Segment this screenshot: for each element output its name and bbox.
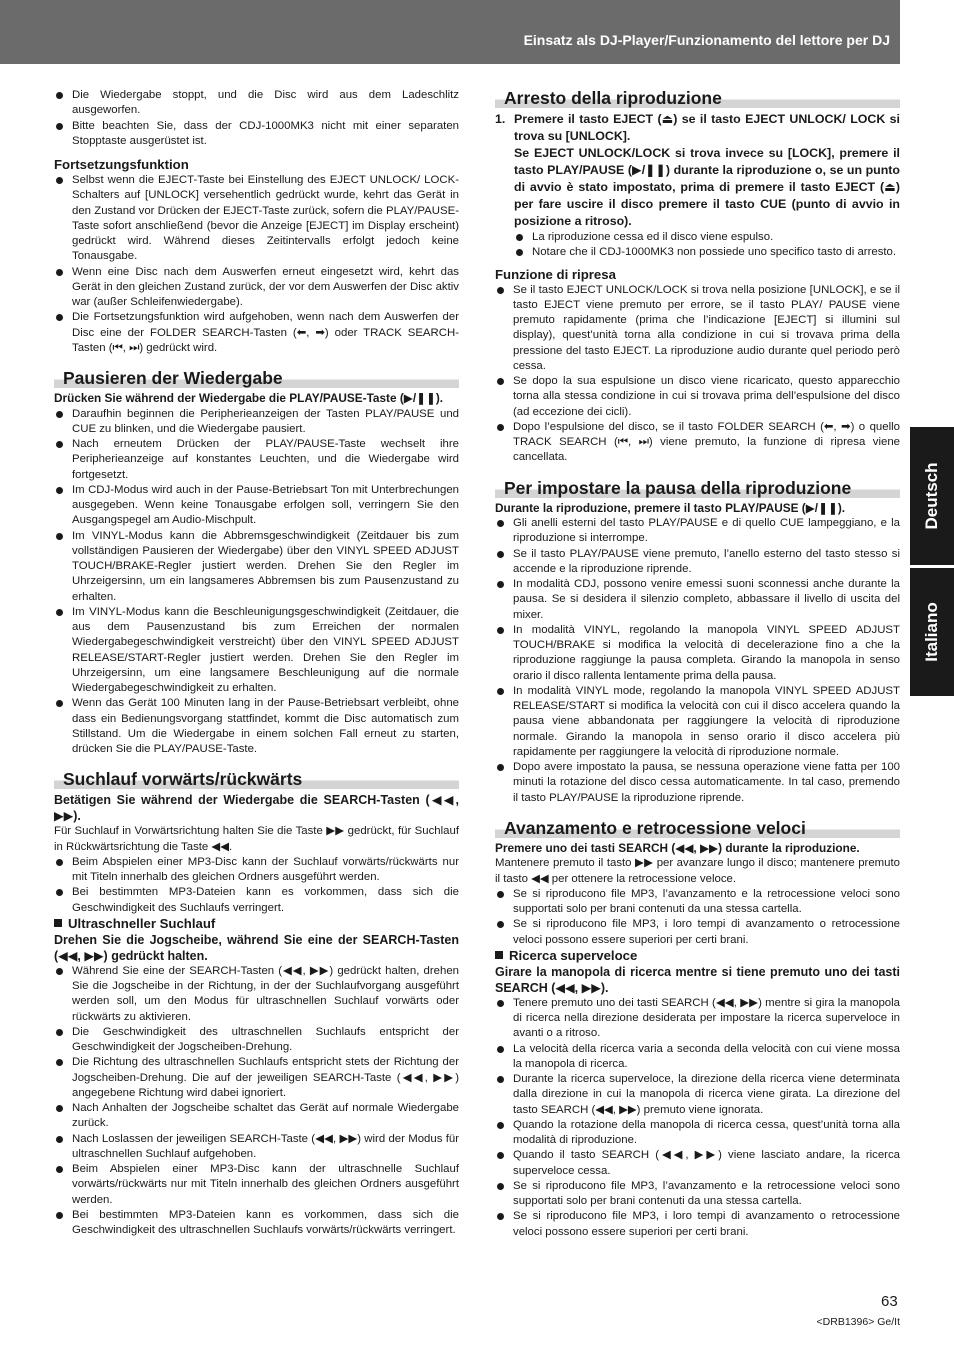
header-title: Einsatz als DJ-Player/Funzionamento del lettore per DJ	[523, 32, 890, 48]
list-item: In modalità VINYL mode, regolando la manopola VINYL SPEED ADJUST RELEASE/START si modifica la velocità con cui il disco accelera quando la pausa viene abbandonata per raggiungere la velocità di riproduzione normale. Girando la manopola in senso orario il disco accelera più rapidamente per raggiungere la velocità di riproduzione normale.	[495, 684, 900, 760]
search-bullets	[495, 887, 900, 948]
section-heading-search: Avanzamento e retrocessione veloci	[495, 818, 900, 838]
list-item: Die Geschwindigkeit des ultraschnellen Suchlaufs entspricht der Geschwindigkeit der Jogscheiben-Drehung.	[54, 1025, 459, 1056]
list-item: Nach Anhalten der Jogscheibe schaltet das Gerät auf normale Wiedergabe zurück.	[54, 1101, 459, 1132]
list-item: Beim Abspielen einer MP3-Disc kann der Suchlauf vorwärts/rückwärts nur mit Titeln innerhalb des gleichen Ordners ausgeführt werden.	[54, 855, 459, 886]
list-item: Im CDJ-Modus wird auch in der Pause-Betriebsart Ton mit Unterbrechungen ausgegeben. Wenn keine Tonausgabe erfolgen soll, verringern Sie den Ausgangspegel am Audio-Mischpult.	[54, 483, 459, 529]
resume-bullets	[495, 283, 900, 466]
list-item: Im VINYL-Modus kann die Beschleunigungsgeschwindigkeit (Zeitdauer, die aus dem Pausenzustand bis zum Erreichen der normalen Wiedergabegeschwindigkeit verstreicht) über den VINYL SPEED ADJUST RELEASE/START-Regler justiert werden. Drehen Sie den Regler im Uhrzeigersinn, um eine langsamere Beschleunigung auf die normale Wiedergabegeschwindigkeit zu erhalten.	[54, 605, 459, 697]
pause-instruction: Drücken Sie während der Wiedergabe die PLAY/PAUSE-Taste (▶/❚❚).	[54, 391, 444, 405]
list-item: Se il tasto EJECT UNLOCK/LOCK si trova nella posizione [UNLOCK], e se il tasto EJECT viene premuto per errore, se il tasto PLAY/ PAUSE viene premuto rapidamente (prima che l’indicazione [EJECT] si illumini sul display), quest’unità torna alla condizione in cui si trovava prima della pressione del tasto EJECT. La riproduzione audio durante quel periodo però cessa.	[495, 283, 900, 375]
list-item: Bei bestimmten MP3-Dateien kann es vorkommen, dass sich die Geschwindigkeit des ultraschnellen Suchlaufs vorwärts/rückwärts verringert.	[54, 1208, 459, 1239]
list-item: Tenere premuto uno dei tasti SEARCH (◀◀, ▶▶) mentre si gira la manopola di ricerca nella direzione desiderata per impostare la ricerca superveloce in avanti o a ritroso.	[495, 996, 900, 1042]
list-item: Während Sie eine der SEARCH-Tasten (◀◀, ▶▶) gedrückt halten, drehen Sie die Jogscheibe in der Richtung, in der der Suchlaufvorgang ausgeführt werden soll, um den Modus für ultraschnellen Suchlauf vorwärts oder rückwärts zu aktivieren.	[54, 964, 459, 1025]
ultra-instruction: Drehen Sie die Jogscheibe, während Sie eine der SEARCH-Tasten (◀◀, ▶▶) gedrückt halten.	[54, 932, 459, 963]
list-item: Im VINYL-Modus kann die Abbremsgeschwindigkeit (Zeitdauer bis zum vollständigen Pausieren der Wiedergabe) über den VINYL SPEED ADJUST TOUCH/BRAKE-Regler justiert werden. Drehen Sie den Regler im Uhrzeigersinn, um ein langsameres Abbremsen bis zum Pausenzustand zu erhalten.	[54, 529, 459, 605]
search-text: Mantenere premuto il tasto ▶▶ per avanzare lungo il disco; mantenere premuto il tasto ◀◀ per ottenere la retrocessione veloce.	[495, 857, 900, 885]
list-item: Wenn eine Disc nach dem Auswerfen erneut eingesetzt wird, kehrt das Gerät in den gleichen Zustand zurück, der vor dem Auswerfen der Disc aktiv war (außer Schleifenwiedergabe).	[54, 265, 459, 311]
list-item: Bitte beachten Sie, dass der CDJ-1000MK3 nicht mit einer separaten Stopptaste ausgerüstet ist.	[54, 119, 459, 150]
list-item: Durante la ricerca superveloce, la direzione della ricerca viene determinata dalla direzione in cui la manopola di ricerca viene girata. La direzione del tasto SEARCH (◀◀, ▶▶) premuto viene ignorata.	[495, 1072, 900, 1118]
list-item: Die Fortsetzungsfunktion wird aufgehoben, wenn nach dem Auswerfen der Disc eine der FOLDER SEARCH-Tasten (⬅, ➡) oder TRACK SEARCH-Tasten (⏮, ⏭) gedrückt wird.	[54, 310, 459, 356]
search-instruction: Premere uno dei tasti SEARCH (◀◀, ▶▶) durante la riproduzione.	[495, 840, 860, 855]
list-item: Se si riproducono file MP3, i loro tempi di avanzamento o retrocessione veloci possono essere superiori per certi brani.	[495, 1209, 900, 1240]
resume-subheading: Funzione di ripresa	[495, 266, 616, 282]
list-item: Se si riproducono file MP3, l’avanzamento e la retrocessione veloci sono supportati solo per brani contenuti da una stessa cartella.	[495, 887, 900, 918]
ultra-bullets	[54, 964, 459, 1239]
list-item: Dopo l’espulsione del disco, se il tasto FOLDER SEARCH (⬅, ➡) o quello TRACK SEARCH (⏮, ⏭) viene premuto, la funzione di ripresa viene cancellata.	[495, 420, 900, 466]
language-tab-italiano	[910, 568, 954, 696]
list-item: Nach Loslassen der jeweiligen SEARCH-Taste (◀◀, ▶▶) wird der Modus für ultraschnellen Suchlauf aufgehoben.	[54, 1132, 459, 1163]
list-item: Nach erneutem Drücken der PLAY/PAUSE-Taste wechselt ihre Peripherieanzeige auf konstantes Leuchten, und die Wiedergabe wird fortgesetzt.	[54, 437, 459, 483]
list-item: Notare che il CDJ-1000MK3 non possiede uno specifico tasto di arresto.	[514, 245, 900, 260]
list-item: Selbst wenn die EJECT-Taste bei Einstellung des EJECT UNLOCK/ LOCK-Schalters auf [UNLOCK] versehentlich gedrückt wurde, kehrt das Gerät in den Zustand vor Drücken der EJECT-Taste zurück, sofern die PLAY/PAUSE-Taste sofort anschließend (bevor die Anzeige [EJECT] im Display erscheint) gedrückt wird. Während dieses Zeitintervalls erfolgt jedoch keine Tonausgabe.	[54, 173, 459, 265]
list-item: Se si riproducono file MP3, i loro tempi di avanzamento o retrocessione veloci possono essere superiori per certi brani.	[495, 917, 900, 948]
pause-instruction: Durante la riproduzione, premere il tasto PLAY/PAUSE (▶/❚❚).	[495, 500, 846, 515]
numbered-step	[495, 111, 900, 230]
step-note: Se EJECT UNLOCK/LOCK si trova invece su [LOCK], premere il tasto PLAY/PAUSE (▶/❚❚) durante la riproduzione o, se un punto di avvio è stato impostato, prima di premere il tasto EJECT (⏏) per fare uscire il disco premere il tasto CUE (punto di avvio in posizione a ritroso).	[514, 146, 900, 228]
list-item: Bei bestimmten MP3-Dateien kann es vorkommen, dass sich die Geschwindigkeit des Suchlaufs verringert.	[54, 885, 459, 916]
list-item: In modalità VINYL, regolando la manopola VINYL SPEED ADJUST TOUCH/BRAKE si modifica la velocità di decelerazione fino a che la riproduzione raggiunge la pausa completa. Girando la manopola in senso orario il disco rallenta lentamente prima della pausa.	[495, 623, 900, 684]
resume-subheading: Fortsetzungsfunktion	[54, 157, 189, 172]
pause-bullets	[54, 407, 459, 758]
section-heading-stop: Arresto della riproduzione	[495, 88, 900, 108]
list-item: Gli anelli esterni del tasto PLAY/PAUSE e di quello CUE lampeggiano, e la riproduzione si interrompe.	[495, 516, 900, 547]
page-number: 63	[881, 1293, 898, 1310]
step-text: Premere il tasto EJECT (⏏) se il tasto EJECT UNLOCK/ LOCK si trova su [UNLOCK].	[514, 112, 900, 143]
list-item: Quando la rotazione della manopola di ricerca cessa, quest’unità torna alla modalità di riproduzione.	[495, 1118, 900, 1149]
list-item: Daraufhin beginnen die Peripherieanzeigen der Tasten PLAY/PAUSE und CUE zu blinken, und die Wiedergabe pausiert.	[54, 407, 459, 438]
search-bullets	[54, 855, 459, 916]
list-item: La riproduzione cessa ed il disco viene espulso.	[514, 230, 900, 245]
list-item: Se il tasto PLAY/PAUSE viene premuto, l’anello esterno del tasto stesso si accende e la riproduzione riprende.	[495, 547, 900, 578]
right-column	[495, 88, 900, 1240]
page-header	[0, 0, 900, 64]
tab-label: Deutsch	[922, 462, 941, 530]
list-item: Wenn das Gerät 100 Minuten lang in der Pause-Betriebsart verbleibt, ohne dass ein Bedienungsvorgang stattfindet, kommt die Disc automatisch zum Stillstand. Um die Wiedergabe in einem solchen Fall erneut zu starten, drücken Sie die PLAY/PAUSE-Taste.	[54, 696, 459, 757]
stop-bullets	[495, 230, 900, 261]
tab-label: Italiano	[922, 602, 941, 662]
list-item: Se dopo la sua espulsione un disco viene ricaricato, questo apparecchio torna alla stessa condizione in cui si trovava prima dell’espulsione del disco (ad eccezione dei cicli).	[495, 374, 900, 420]
list-item: Dopo avere impostato la pausa, se nessuna operazione viene fatta per 100 minuti la rotazione del disco cessa automaticamente. In tal caso, premendo il tasto PLAY/PAUSE la riproduzione riprende.	[495, 760, 900, 806]
ultra-subheading: Ultraschneller Suchlauf	[54, 916, 459, 932]
intro-bullets	[54, 88, 459, 149]
resume-bullets	[54, 173, 459, 356]
section-heading-pause: Pausieren der Wiedergabe	[54, 368, 459, 388]
pause-bullets	[495, 516, 900, 806]
list-item: Beim Abspielen einer MP3-Disc kann der ultraschnelle Suchlauf vorwärts/rückwärts nur mit Titeln innerhalb des gleichen Ordners ausgeführt werden.	[54, 1162, 459, 1208]
list-item: In modalità CDJ, possono venire emessi suoni sconnessi anche durante la pausa. Se si desidera il silenzio completo, abbassare il livello di uscita del mixer.	[495, 577, 900, 623]
list-item: Die Wiedergabe stoppt, und die Disc wird aus dem Ladeschlitz ausgeworfen.	[54, 88, 459, 119]
super-instruction: Girare la manopola di ricerca mentre si tiene premuto uno dei tasti SEARCH (◀◀, ▶▶).	[495, 964, 900, 995]
section-heading-search: Suchlauf vorwärts/rückwärts	[54, 769, 459, 789]
document-code: <DRB1396> Ge/It	[816, 1316, 900, 1328]
step-number: 1.	[495, 112, 506, 126]
list-item: Die Richtung des ultraschnellen Suchlaufs entspricht stets der Richtung der Jogscheiben-Drehung. Die auf der jeweiligen SEARCH-Taste (◀◀, ▶▶) angegebene Richtung wird dabei ignoriert.	[54, 1055, 459, 1101]
language-tab-deutsch	[910, 427, 954, 565]
left-column	[54, 88, 459, 1238]
section-heading-pause: Per impostare la pausa della riproduzione	[495, 478, 900, 498]
super-bullets	[495, 996, 900, 1240]
list-item: Se si riproducono file MP3, l’avanzamento e la retrocessione veloci sono supportati solo per brani contenuti da una stessa cartella.	[495, 1179, 900, 1210]
list-item: Quando il tasto SEARCH (◀◀, ▶▶) viene lasciato andare, la ricerca superveloce cessa.	[495, 1148, 900, 1179]
list-item: La velocità della ricerca varia a seconda della velocità con cui viene mossa la manopola di ricerca.	[495, 1042, 900, 1073]
super-subheading: Ricerca superveloce	[495, 948, 900, 964]
search-text: Für Suchlauf in Vorwärtsrichtung halten Sie die Taste ▶▶ gedrückt, für Suchlauf in Rückwärtsrichtung die Taste ◀◀.	[54, 825, 459, 853]
search-instruction: Betätigen Sie während der Wiedergabe die SEARCH-Tasten (◀◀, ▶▶).	[54, 793, 459, 824]
